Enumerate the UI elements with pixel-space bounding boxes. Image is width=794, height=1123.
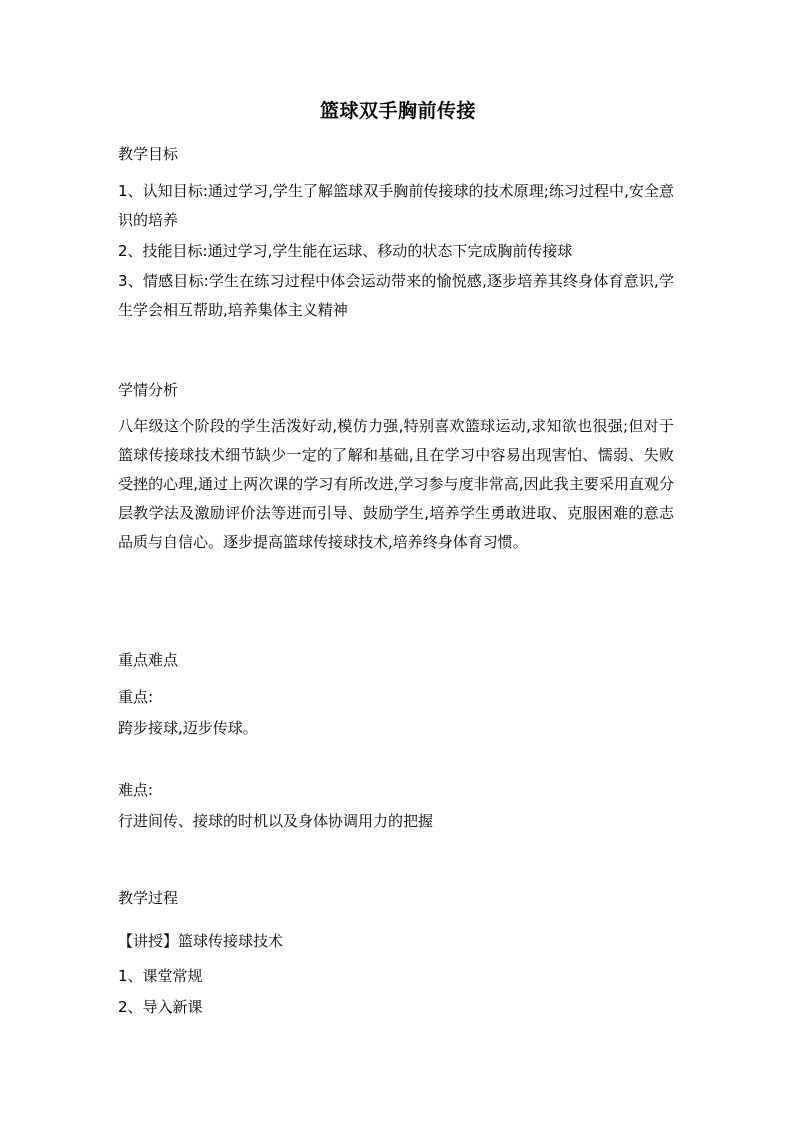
process-heading: 教学过程 (118, 889, 179, 907)
objective-item-3: 3、情感目标:学生在练习过程中体会运动带来的愉悦感,逐步培养其终身体育意识,学生学会相互帮助,培养集体主义精神 (118, 272, 674, 319)
objective-item-1: 1、认知目标:通过学习,学生了解篮球双手胸前传接球的技术原理;练习过程中,安全意识的培养 (118, 182, 674, 229)
analysis-text: 八年级这个阶段的学生活泼好动,模仿力强,特别喜欢篮球运动,求知欲也很强;但对于篮球传接球技术细节缺少一定的了解和基础,且在学习中容易出现害怕、懦弱、失败受挫的心理,通过上两次课的学习有所改进,学习参与度非常高,因此我主要采用直观分层教学法及激励评价法等进而引导、鼓励学生,培养学生勇敢进取、克服困难的意志品质与自信心。逐步提高篮球传接球技术,培养终身体育习惯。 (118, 417, 674, 551)
analysis-heading: 学情分析 (118, 381, 179, 399)
process-item-2: 2、导入新课 (118, 998, 203, 1016)
document-title: 篮球双手胸前传接 (319, 100, 476, 122)
objective-item-2: 2、技能目标:通过学习,学生能在运球、移动的状态下完成胸前传接球 (118, 242, 573, 260)
difficult-point-text: 行进间传、接球的时机以及身体协调用力的把握 (118, 812, 434, 830)
objectives-heading: 教学目标 (118, 145, 179, 163)
process-item-1: 1、课堂常规 (118, 967, 203, 985)
key-points-heading: 重点难点 (118, 651, 179, 669)
difficult-point-label: 难点: (118, 781, 154, 799)
key-point-label: 重点: (118, 688, 154, 706)
key-point-text: 跨步接球,迈步传球。 (118, 719, 258, 737)
process-section-title: 【讲授】篮球传接球技术 (118, 932, 284, 950)
